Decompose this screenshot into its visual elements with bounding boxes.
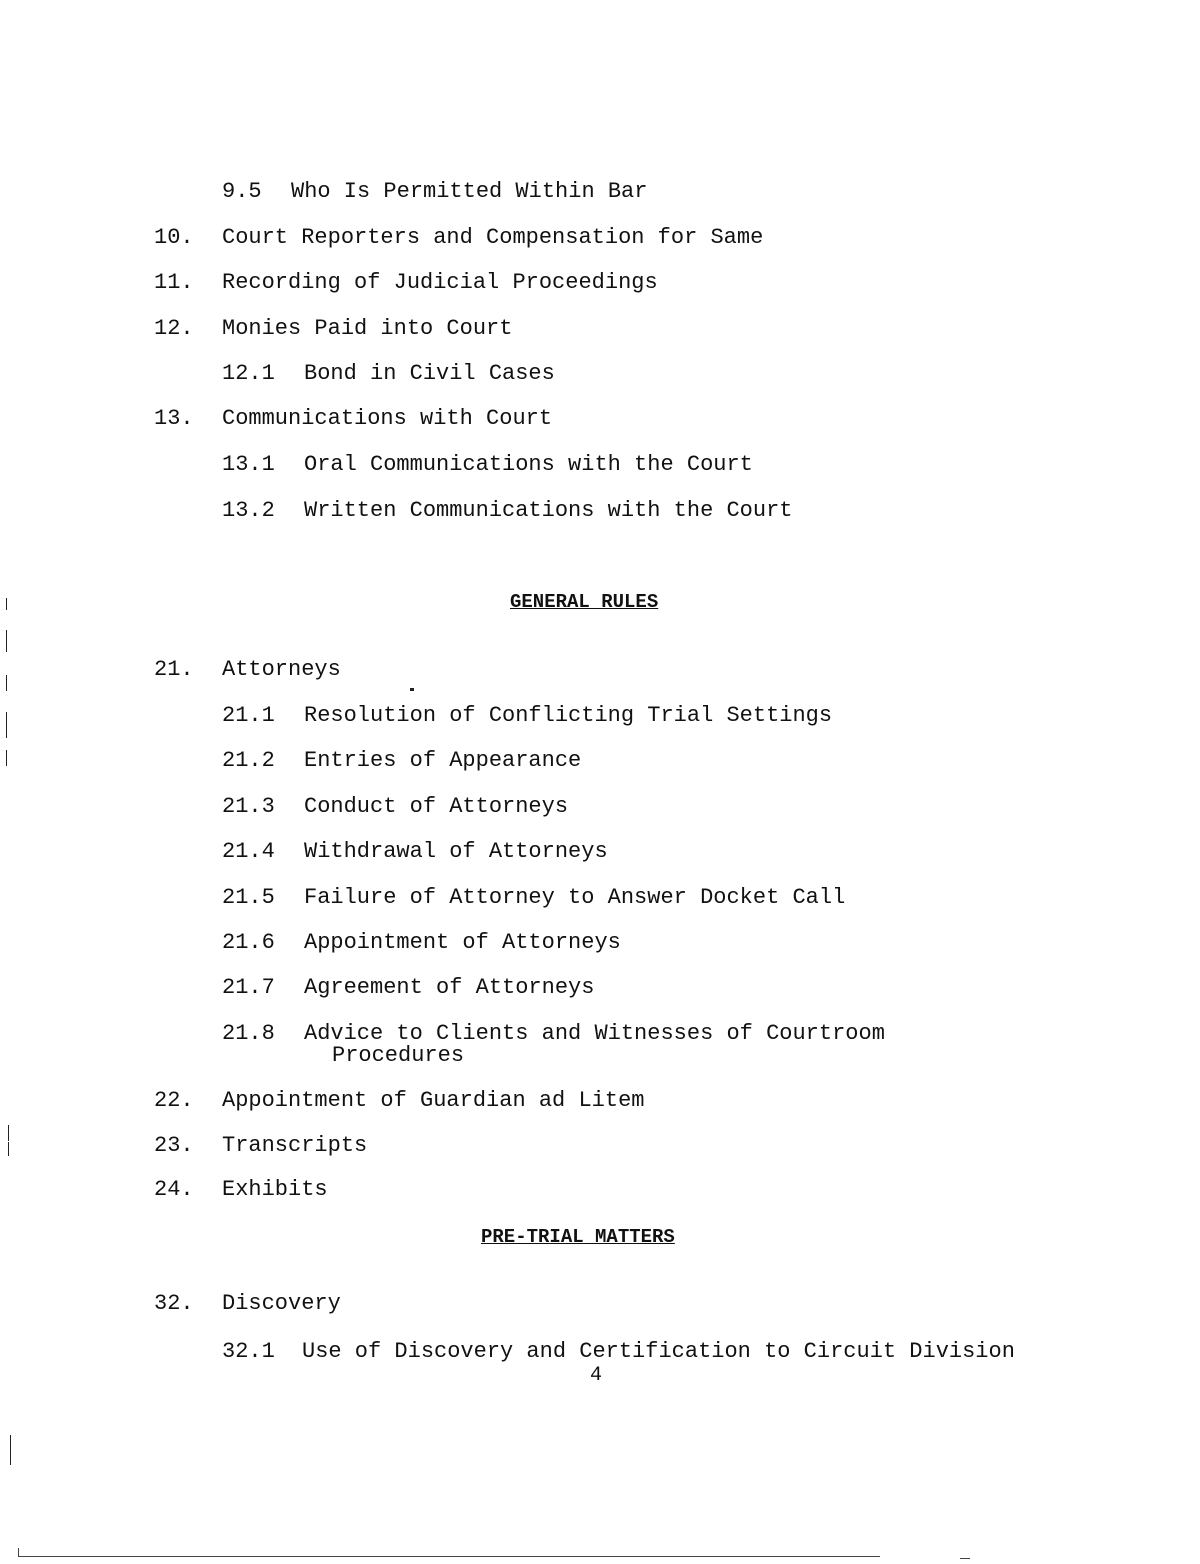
toc-entry-number: 13.2 bbox=[222, 498, 275, 523]
toc-entry-title: Oral Communications with the Court bbox=[304, 452, 753, 477]
toc-entry-number: 21.7 bbox=[222, 975, 275, 1000]
toc-entry-number: 21.5 bbox=[222, 885, 275, 910]
toc-entry-title: Failure of Attorney to Answer Docket Call bbox=[304, 885, 846, 910]
page-number: 4 bbox=[590, 1364, 603, 1387]
margin-change-bar bbox=[6, 630, 7, 652]
toc-entry-title: Use of Discovery and Certification to Circuit Division bbox=[302, 1339, 1015, 1364]
toc-entry-title: Resolution of Conflicting Trial Settings bbox=[304, 703, 833, 728]
section-heading-pre-trial-matters: PRE-TRIAL MATTERS bbox=[481, 1226, 675, 1248]
toc-entry-title-continuation: Procedures bbox=[332, 1043, 465, 1068]
toc-entry-number: 21.4 bbox=[222, 839, 275, 864]
margin-change-bar bbox=[6, 712, 7, 738]
toc-entry-number: 12.1 bbox=[222, 361, 275, 386]
toc-entry-title: Agreement of Attorneys bbox=[304, 975, 595, 1000]
toc-entry-title: Who Is Permitted Within Bar bbox=[291, 179, 648, 204]
toc-entry-title: Withdrawal of Attorneys bbox=[304, 839, 608, 864]
toc-entry-number: 21.8 bbox=[222, 1021, 275, 1046]
margin-change-bar bbox=[8, 1142, 9, 1156]
bottom-border-line bbox=[18, 1556, 880, 1557]
toc-entry-title: Attorneys bbox=[222, 657, 341, 682]
toc-entry-number: 24. bbox=[154, 1177, 194, 1202]
toc-entry-title: Communications with Court bbox=[222, 406, 553, 431]
toc-entry-title: Court Reporters and Compensation for Same bbox=[222, 225, 764, 250]
margin-change-bar bbox=[10, 1435, 11, 1465]
bottom-border-line-left bbox=[18, 1548, 19, 1556]
toc-entry-title: Transcripts bbox=[222, 1133, 368, 1158]
toc-entry-number: 12. bbox=[154, 316, 194, 341]
toc-entry-title: Written Communications with the Court bbox=[304, 498, 793, 523]
toc-entry-title: Appointment of Guardian ad Litem bbox=[222, 1088, 645, 1113]
margin-change-bar bbox=[6, 598, 7, 610]
toc-entry-number: 21.3 bbox=[222, 794, 275, 819]
margin-change-bar bbox=[6, 750, 7, 766]
toc-entry-title: Appointment of Attorneys bbox=[304, 930, 621, 955]
section-heading-general-rules: GENERAL RULES bbox=[510, 591, 659, 613]
toc-entry-title: Advice to Clients and Witnesses of Courtroom bbox=[304, 1021, 885, 1046]
bottom-border-fragment bbox=[960, 1558, 970, 1559]
toc-entry-title: Exhibits bbox=[222, 1177, 328, 1202]
toc-entry-title: Recording of Judicial Proceedings bbox=[222, 270, 658, 295]
toc-entry-number: 21.6 bbox=[222, 930, 275, 955]
toc-entry-number: 9.5 bbox=[222, 179, 262, 204]
toc-entry-number: 10. bbox=[154, 225, 194, 250]
toc-entry-number: 21.1 bbox=[222, 703, 275, 728]
toc-entry-title: Discovery bbox=[222, 1291, 341, 1316]
toc-entry-number: 21.2 bbox=[222, 748, 275, 773]
toc-entry-number: 32.1 bbox=[222, 1339, 275, 1364]
toc-entry-title: Entries of Appearance bbox=[304, 748, 582, 773]
toc-entry-number: 32. bbox=[154, 1291, 194, 1316]
toc-entry-number: 23. bbox=[154, 1133, 194, 1158]
margin-change-bar bbox=[6, 675, 7, 691]
toc-entry-title: Bond in Civil Cases bbox=[304, 361, 555, 386]
toc-entry-title: Conduct of Attorneys bbox=[304, 794, 569, 819]
toc-entry-number: 22. bbox=[154, 1088, 194, 1113]
toc-entry-number: 21. bbox=[154, 657, 194, 682]
stray-dot bbox=[410, 688, 414, 691]
toc-entry-number: 11. bbox=[154, 270, 194, 295]
toc-entry-title: Monies Paid into Court bbox=[222, 316, 513, 341]
toc-entry-number: 13.1 bbox=[222, 452, 275, 477]
toc-entry-number: 13. bbox=[154, 406, 194, 431]
margin-change-bar bbox=[8, 1125, 9, 1141]
